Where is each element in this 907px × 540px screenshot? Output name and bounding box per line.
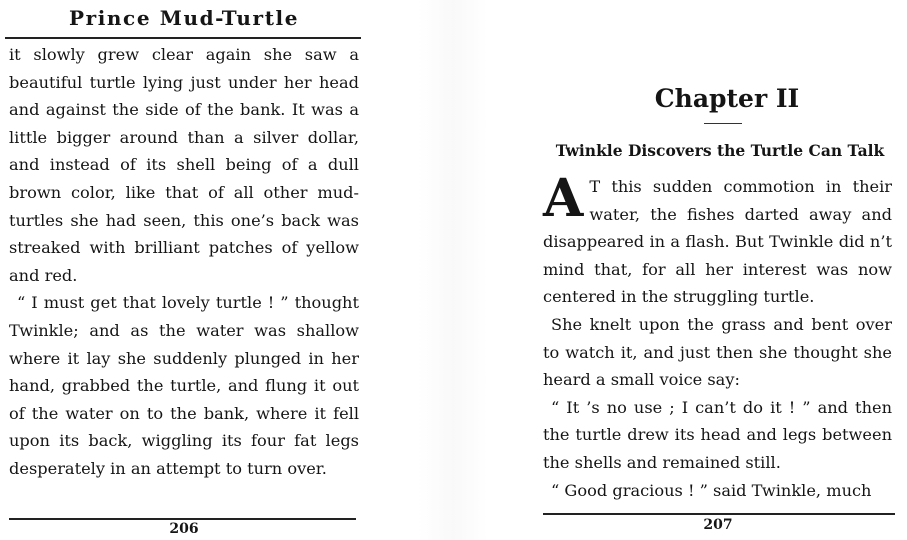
header-rule (5, 37, 361, 39)
opening-paragraph-text: T this sudden commotion in their water, the fishes darted away and disappeared in a flash. But Twinkle did n’t mind that, for all her interest was now centered in the struggling turtle. (543, 177, 892, 307)
footer-rule (543, 513, 895, 515)
right-page (530, 0, 907, 540)
footer-rule (9, 518, 356, 520)
paragraph: “ I must get that lovely turtle ! ” thought Twinkle; and as the water was shallow where it lay she suddenly plunged in her hand, grabbed the turtle, and flung it out of the water on to the bank, where it fell upon its back, wiggling its four fat legs desperately in an attempt to turn over. (9, 293, 359, 478)
left-page-text (9, 41, 359, 483)
paragraph: “ It ’s no use ; I can’t do it ! ” and then the turtle drew its head and legs between the shells and remained still. (543, 397, 892, 472)
right-page-text (543, 168, 892, 504)
page-number: 207 (703, 517, 733, 533)
book-gutter (418, 0, 488, 540)
chapter-subtitle: Twinkle Discovers the Turtle Can Talk (555, 141, 885, 160)
paragraph: “ Good gracious ! ” said Twinkle, much (551, 480, 872, 500)
chapter-title: Chapter II (654, 84, 800, 113)
paragraph: She knelt upon the grass and bent over to watch it, and just then she thought she heard a small voice say: (543, 314, 892, 390)
paragraph: it slowly grew clear again she saw a beautiful turtle lying just under her head and against the side of the bank. It was a little bigger around than a silver dollar, and instead of its shell being of a dull brown color, like that of all other mud-turtles she had seen, this one’s back was streaked with brilliant patches of yellow and red. (9, 45, 359, 285)
chapter-rule (704, 123, 742, 124)
running-head: Prince Mud-Turtle (68, 6, 300, 30)
opening-paragraph (543, 168, 892, 311)
page-number: 206 (169, 521, 199, 537)
left-page (0, 0, 370, 540)
drop-cap: A (543, 168, 584, 229)
